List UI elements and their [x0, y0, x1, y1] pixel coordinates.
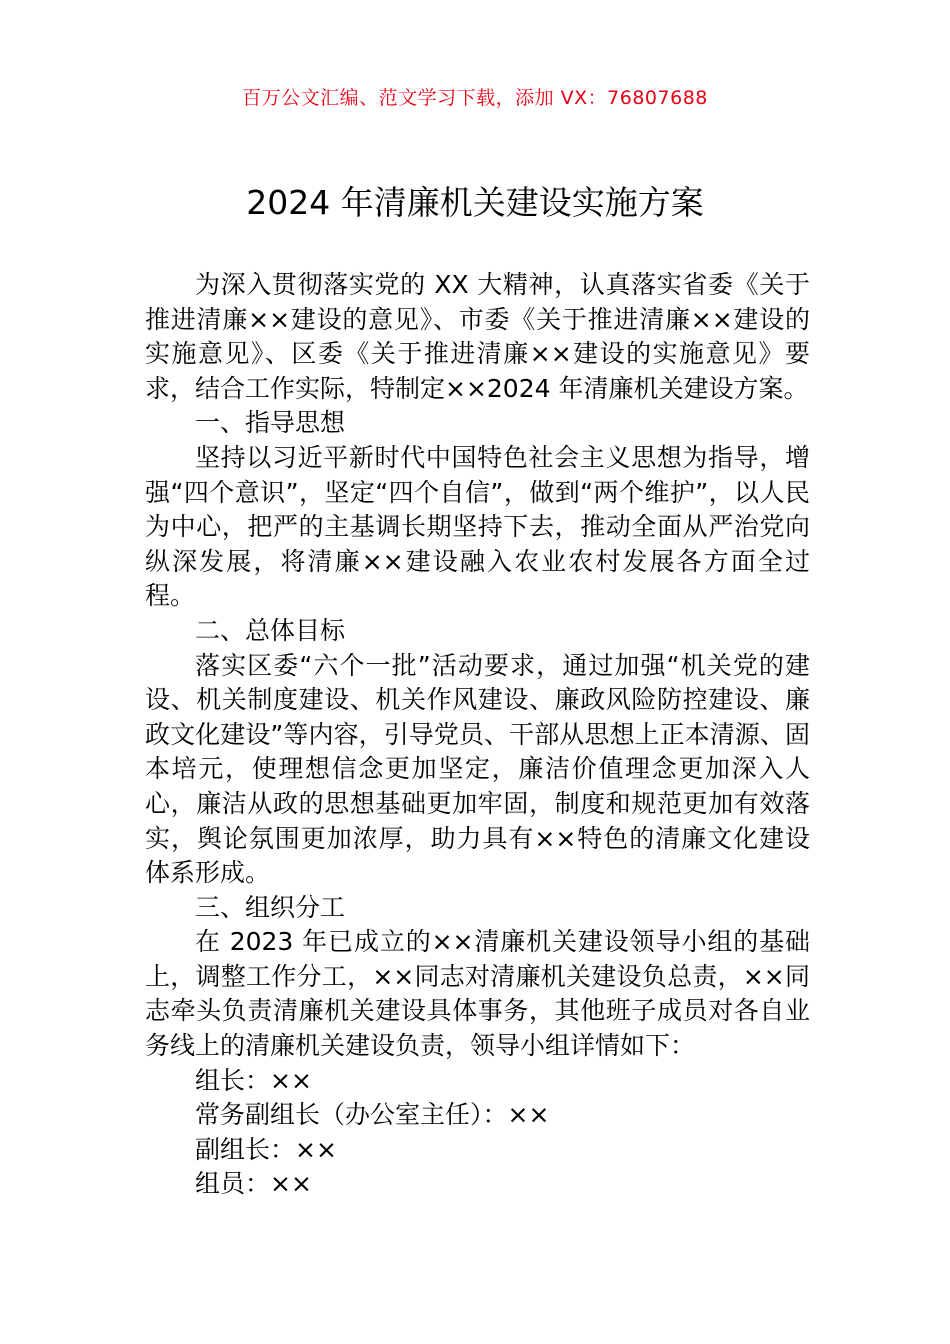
section-heading-organization: 三、组织分工	[195, 892, 346, 922]
page-title: 2024 年清廉机关建设实施方案	[246, 183, 704, 222]
section-heading-overall-goal: 二、总体目标	[195, 615, 346, 645]
section-body-guiding-thought: 坚持以习近平新时代中国特色社会主义思想为指导，增强“四个意识”，坚定“四个自信”，做到“两个维护”，以人民为中心，把严的主基调长期坚持下去，推动全面从严治党向纵深发展，将清廉××建设融入农业农村发展各方面全过程。	[145, 442, 810, 611]
section-body-organization: 在 2023 年已成立的××清廉机关建设领导小组的基础上，调整工作分工，××同志对清廉机关建设负总责，××同志牵头负责清廉机关建设具体事务，其他班子成员对各自业务线上的清廉机关建设负责，领导小组详情如下：	[145, 927, 810, 1061]
section-body-overall-goal: 落实区委“六个一批”活动要求，通过加强“机关党的建设、机关制度建设、机关作风建设、廉政风险防控建设、廉政文化建设”等内容，引导党员、干部从思想上正本清源、固本培元，使理想信念更加坚定，廉洁价值理念更加深入人心，廉洁从政的思想基础更加牢固，制度和规范更加有效落实，舆论氛围更加浓厚，助力具有××特色的清廉文化建设体系形成。	[145, 650, 810, 888]
section-heading-guiding-thought: 一、指导思想	[195, 408, 346, 438]
intro-paragraph: 为深入贯彻落实党的 XX 大精神，认真落实省委《关于推进清廉××建设的意见》、市委《关于推进清廉××建设的实施意见》、区委《关于推进清廉××建设的实施意见》要求，结合工作实际，特制定××2024 年清廉机关建设方案。	[145, 270, 810, 403]
member-leader: 组长：××	[195, 1065, 312, 1095]
member-executive-deputy: 常务副组长（办公室主任）：××	[195, 1100, 550, 1130]
member-staff: 组员：××	[195, 1169, 312, 1199]
member-deputy: 副组长：××	[195, 1134, 337, 1164]
document-body	[145, 268, 810, 1202]
promo-header: 百万公文汇编、范文学习下载，添加 VX：76807688	[242, 87, 708, 109]
